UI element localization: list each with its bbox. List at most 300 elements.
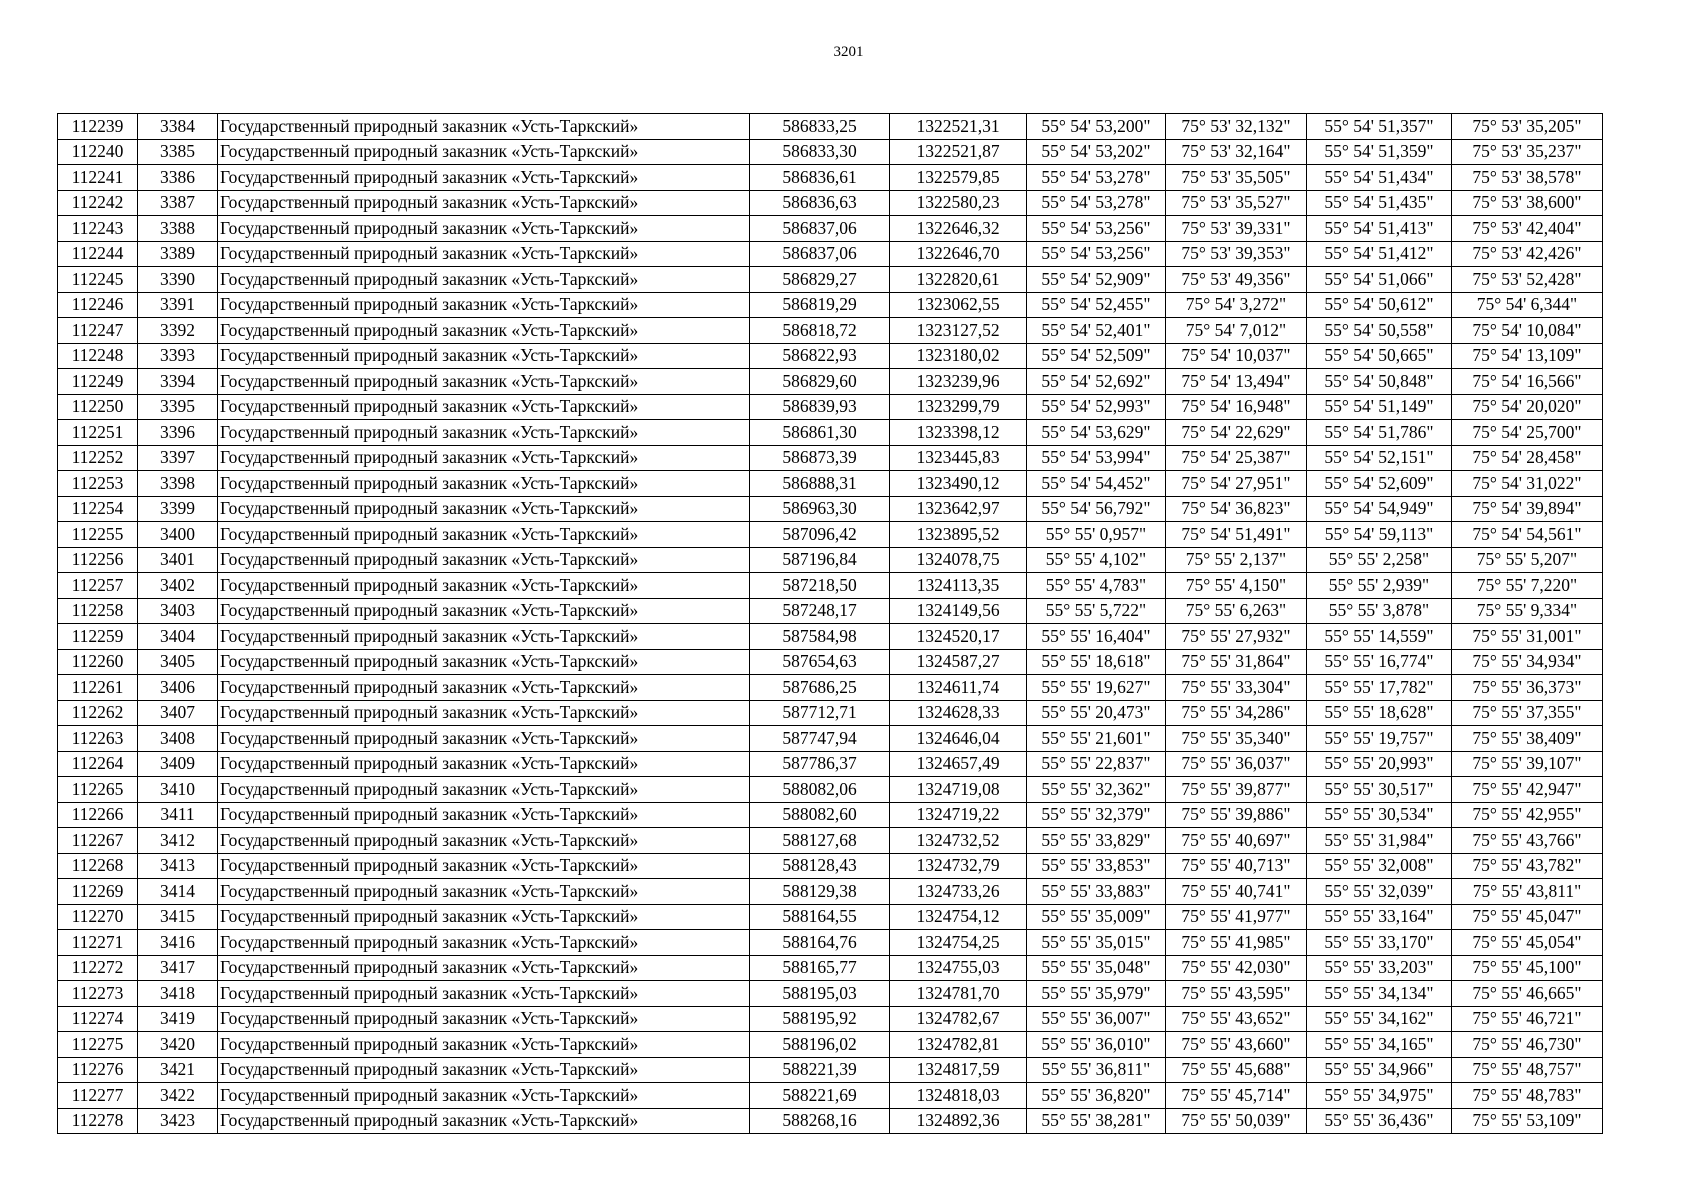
latitude-2-cell: 55° 55' 30,517" [1307,777,1452,803]
latitude-1-cell: 55° 55' 22,837" [1027,751,1166,777]
point-number-cell: 3401 [138,547,218,573]
longitude-1-cell: 75° 53' 32,132" [1166,114,1307,140]
table-row [58,318,1603,344]
territory-name-cell: Государственный природный заказник «Усть-Таркский» [218,190,750,216]
x-coordinate-cell: 587248,17 [750,598,890,624]
territory-name-cell: Государственный природный заказник «Усть-Таркский» [218,471,750,497]
latitude-1-cell: 55° 55' 35,048" [1027,955,1166,981]
table-row [58,343,1603,369]
x-coordinate-cell: 587654,63 [750,649,890,675]
territory-name-cell: Государственный природный заказник «Усть-Таркский» [218,318,750,344]
latitude-2-cell: 55° 55' 34,975" [1307,1083,1452,1109]
table-row [58,598,1603,624]
latitude-1-cell: 55° 54' 53,202" [1027,139,1166,165]
y-coordinate-cell: 1324611,74 [890,675,1027,701]
table-row [58,675,1603,701]
table-row [58,369,1603,395]
latitude-2-cell: 55° 54' 50,665" [1307,343,1452,369]
longitude-1-cell: 75° 55' 41,985" [1166,930,1307,956]
territory-name-cell: Государственный природный заказник «Усть-Таркский» [218,1083,750,1109]
latitude-2-cell: 55° 54' 51,359" [1307,139,1452,165]
point-number-cell: 3393 [138,343,218,369]
y-coordinate-cell: 1322646,70 [890,241,1027,267]
latitude-2-cell: 55° 55' 36,436" [1307,1108,1452,1134]
longitude-2-cell: 75° 54' 16,566" [1452,369,1603,395]
y-coordinate-cell: 1323299,79 [890,394,1027,420]
y-coordinate-cell: 1324657,49 [890,751,1027,777]
longitude-1-cell: 75° 55' 35,340" [1166,726,1307,752]
latitude-1-cell: 55° 55' 32,362" [1027,777,1166,803]
latitude-2-cell: 55° 55' 33,164" [1307,904,1452,930]
latitude-2-cell: 55° 54' 51,435" [1307,190,1452,216]
x-coordinate-cell: 586963,30 [750,496,890,522]
row-id-cell: 112242 [58,190,138,216]
territory-name-cell: Государственный природный заказник «Усть-Таркский» [218,802,750,828]
table-row [58,624,1603,650]
longitude-2-cell: 75° 55' 36,373" [1452,675,1603,701]
point-number-cell: 3413 [138,853,218,879]
table-row [58,1006,1603,1032]
latitude-1-cell: 55° 55' 18,618" [1027,649,1166,675]
longitude-2-cell: 75° 55' 31,001" [1452,624,1603,650]
longitude-2-cell: 75° 54' 39,894" [1452,496,1603,522]
y-coordinate-cell: 1324628,33 [890,700,1027,726]
row-id-cell: 112272 [58,955,138,981]
table-row [58,802,1603,828]
row-id-cell: 112269 [58,879,138,905]
territory-name-cell: Государственный природный заказник «Усть-Таркский» [218,675,750,701]
y-coordinate-cell: 1324732,79 [890,853,1027,879]
longitude-2-cell: 75° 55' 42,947" [1452,777,1603,803]
point-number-cell: 3384 [138,114,218,140]
x-coordinate-cell: 588164,55 [750,904,890,930]
latitude-1-cell: 55° 54' 52,401" [1027,318,1166,344]
x-coordinate-cell: 586833,30 [750,139,890,165]
latitude-2-cell: 55° 55' 2,258" [1307,547,1452,573]
longitude-1-cell: 75° 54' 3,272" [1166,292,1307,318]
row-id-cell: 112256 [58,547,138,573]
row-id-cell: 112271 [58,930,138,956]
longitude-2-cell: 75° 55' 46,730" [1452,1032,1603,1058]
table-row [58,700,1603,726]
page-number: 3201 [833,44,864,60]
x-coordinate-cell: 587712,71 [750,700,890,726]
x-coordinate-cell: 586837,06 [750,241,890,267]
y-coordinate-cell: 1324078,75 [890,547,1027,573]
latitude-2-cell: 55° 55' 18,628" [1307,700,1452,726]
longitude-2-cell: 75° 53' 38,600" [1452,190,1603,216]
x-coordinate-cell: 587747,94 [750,726,890,752]
latitude-2-cell: 55° 54' 52,151" [1307,445,1452,471]
latitude-1-cell: 55° 55' 38,281" [1027,1108,1166,1134]
longitude-1-cell: 75° 55' 43,595" [1166,981,1307,1007]
x-coordinate-cell: 586829,60 [750,369,890,395]
territory-name-cell: Государственный природный заказник «Усть-Таркский» [218,496,750,522]
row-id-cell: 112266 [58,802,138,828]
longitude-2-cell: 75° 54' 54,561" [1452,522,1603,548]
territory-name-cell: Государственный природный заказник «Усть-Таркский» [218,700,750,726]
y-coordinate-cell: 1324719,22 [890,802,1027,828]
longitude-1-cell: 75° 55' 2,137" [1166,547,1307,573]
table-row [58,955,1603,981]
territory-name-cell: Государственный природный заказник «Усть-Таркский» [218,139,750,165]
latitude-2-cell: 55° 54' 54,949" [1307,496,1452,522]
table-row [58,904,1603,930]
x-coordinate-cell: 586837,06 [750,216,890,242]
table-row [58,445,1603,471]
longitude-2-cell: 75° 54' 10,084" [1452,318,1603,344]
territory-name-cell: Государственный природный заказник «Усть-Таркский» [218,267,750,293]
point-number-cell: 3396 [138,420,218,446]
x-coordinate-cell: 587196,84 [750,547,890,573]
longitude-2-cell: 75° 55' 53,109" [1452,1108,1603,1134]
territory-name-cell: Государственный природный заказник «Усть-Таркский» [218,828,750,854]
territory-name-cell: Государственный природный заказник «Усть-Таркский» [218,955,750,981]
longitude-1-cell: 75° 54' 27,951" [1166,471,1307,497]
table-row [58,394,1603,420]
longitude-1-cell: 75° 53' 35,527" [1166,190,1307,216]
longitude-2-cell: 75° 54' 28,458" [1452,445,1603,471]
point-number-cell: 3385 [138,139,218,165]
longitude-1-cell: 75° 55' 33,304" [1166,675,1307,701]
territory-name-cell: Государственный природный заказник «Усть-Таркский» [218,369,750,395]
x-coordinate-cell: 588129,38 [750,879,890,905]
territory-name-cell: Государственный природный заказник «Усть-Таркский» [218,726,750,752]
latitude-1-cell: 55° 55' 4,102" [1027,547,1166,573]
y-coordinate-cell: 1322521,31 [890,114,1027,140]
row-id-cell: 112252 [58,445,138,471]
latitude-2-cell: 55° 54' 51,149" [1307,394,1452,420]
longitude-2-cell: 75° 55' 46,721" [1452,1006,1603,1032]
y-coordinate-cell: 1323398,12 [890,420,1027,446]
latitude-1-cell: 55° 55' 16,404" [1027,624,1166,650]
territory-name-cell: Государственный природный заказник «Усть-Таркский» [218,573,750,599]
row-id-cell: 112277 [58,1083,138,1109]
longitude-1-cell: 75° 54' 13,494" [1166,369,1307,395]
longitude-1-cell: 75° 54' 22,629" [1166,420,1307,446]
x-coordinate-cell: 588082,60 [750,802,890,828]
longitude-2-cell: 75° 55' 45,047" [1452,904,1603,930]
x-coordinate-cell: 586833,25 [750,114,890,140]
latitude-1-cell: 55° 55' 35,015" [1027,930,1166,956]
point-number-cell: 3387 [138,190,218,216]
longitude-2-cell: 75° 53' 38,578" [1452,165,1603,191]
longitude-1-cell: 75° 53' 39,353" [1166,241,1307,267]
row-id-cell: 112250 [58,394,138,420]
point-number-cell: 3407 [138,700,218,726]
longitude-1-cell: 75° 55' 39,886" [1166,802,1307,828]
longitude-2-cell: 75° 54' 20,020" [1452,394,1603,420]
row-id-cell: 112264 [58,751,138,777]
territory-name-cell: Государственный природный заказник «Усть-Таркский» [218,114,750,140]
y-coordinate-cell: 1323445,83 [890,445,1027,471]
point-number-cell: 3403 [138,598,218,624]
table-row [58,292,1603,318]
longitude-2-cell: 75° 55' 7,220" [1452,573,1603,599]
table-row [58,471,1603,497]
y-coordinate-cell: 1324113,35 [890,573,1027,599]
latitude-2-cell: 55° 54' 50,848" [1307,369,1452,395]
row-id-cell: 112274 [58,1006,138,1032]
table-row [58,751,1603,777]
x-coordinate-cell: 588195,03 [750,981,890,1007]
row-id-cell: 112246 [58,292,138,318]
longitude-1-cell: 75° 55' 42,030" [1166,955,1307,981]
y-coordinate-cell: 1324755,03 [890,955,1027,981]
table-row [58,1032,1603,1058]
latitude-2-cell: 55° 54' 52,609" [1307,471,1452,497]
y-coordinate-cell: 1324719,08 [890,777,1027,803]
point-number-cell: 3390 [138,267,218,293]
longitude-2-cell: 75° 53' 35,237" [1452,139,1603,165]
territory-name-cell: Государственный природный заказник «Усть-Таркский» [218,777,750,803]
x-coordinate-cell: 586829,27 [750,267,890,293]
longitude-2-cell: 75° 55' 43,766" [1452,828,1603,854]
point-number-cell: 3409 [138,751,218,777]
territory-name-cell: Государственный природный заказник «Усть-Таркский» [218,522,750,548]
latitude-2-cell: 55° 54' 59,113" [1307,522,1452,548]
longitude-1-cell: 75° 53' 49,356" [1166,267,1307,293]
territory-name-cell: Государственный природный заказник «Усть-Таркский» [218,547,750,573]
longitude-2-cell: 75° 55' 38,409" [1452,726,1603,752]
latitude-1-cell: 55° 54' 53,256" [1027,216,1166,242]
latitude-2-cell: 55° 54' 50,558" [1307,318,1452,344]
y-coordinate-cell: 1324818,03 [890,1083,1027,1109]
point-number-cell: 3417 [138,955,218,981]
x-coordinate-cell: 587218,50 [750,573,890,599]
latitude-1-cell: 55° 55' 33,853" [1027,853,1166,879]
latitude-2-cell: 55° 54' 51,786" [1307,420,1452,446]
longitude-1-cell: 75° 53' 32,164" [1166,139,1307,165]
latitude-2-cell: 55° 55' 30,534" [1307,802,1452,828]
territory-name-cell: Государственный природный заказник «Усть-Таркский» [218,853,750,879]
latitude-1-cell: 55° 55' 32,379" [1027,802,1166,828]
point-number-cell: 3415 [138,904,218,930]
table-row [58,496,1603,522]
latitude-2-cell: 55° 55' 34,134" [1307,981,1452,1007]
longitude-2-cell: 75° 55' 45,100" [1452,955,1603,981]
row-id-cell: 112247 [58,318,138,344]
latitude-1-cell: 55° 54' 52,509" [1027,343,1166,369]
latitude-2-cell: 55° 55' 34,966" [1307,1057,1452,1083]
row-id-cell: 112244 [58,241,138,267]
row-id-cell: 112268 [58,853,138,879]
y-coordinate-cell: 1323642,97 [890,496,1027,522]
row-id-cell: 112243 [58,216,138,242]
point-number-cell: 3391 [138,292,218,318]
x-coordinate-cell: 588127,68 [750,828,890,854]
x-coordinate-cell: 586836,61 [750,165,890,191]
table-row [58,879,1603,905]
y-coordinate-cell: 1324754,12 [890,904,1027,930]
longitude-1-cell: 75° 55' 39,877" [1166,777,1307,803]
point-number-cell: 3411 [138,802,218,828]
point-number-cell: 3397 [138,445,218,471]
row-id-cell: 112263 [58,726,138,752]
table-row [58,114,1603,140]
latitude-1-cell: 55° 54' 52,909" [1027,267,1166,293]
longitude-2-cell: 75° 54' 13,109" [1452,343,1603,369]
longitude-1-cell: 75° 55' 40,713" [1166,853,1307,879]
longitude-1-cell: 75° 55' 41,977" [1166,904,1307,930]
row-id-cell: 112245 [58,267,138,293]
latitude-2-cell: 55° 54' 51,357" [1307,114,1452,140]
point-number-cell: 3416 [138,930,218,956]
x-coordinate-cell: 587096,42 [750,522,890,548]
row-id-cell: 112254 [58,496,138,522]
row-id-cell: 112258 [58,598,138,624]
table-row [58,981,1603,1007]
table-row [58,930,1603,956]
row-id-cell: 112273 [58,981,138,1007]
y-coordinate-cell: 1323062,55 [890,292,1027,318]
latitude-1-cell: 55° 55' 33,829" [1027,828,1166,854]
longitude-1-cell: 75° 55' 27,932" [1166,624,1307,650]
territory-name-cell: Государственный природный заказник «Усть-Таркский» [218,216,750,242]
territory-name-cell: Государственный природный заказник «Усть-Таркский» [218,165,750,191]
y-coordinate-cell: 1324587,27 [890,649,1027,675]
table-row [58,547,1603,573]
table-row [58,777,1603,803]
x-coordinate-cell: 587584,98 [750,624,890,650]
row-id-cell: 112251 [58,420,138,446]
row-id-cell: 112257 [58,573,138,599]
row-id-cell: 112278 [58,1108,138,1134]
latitude-2-cell: 55° 55' 17,782" [1307,675,1452,701]
y-coordinate-cell: 1322580,23 [890,190,1027,216]
territory-name-cell: Государственный природный заказник «Усть-Таркский» [218,649,750,675]
longitude-1-cell: 75° 55' 34,286" [1166,700,1307,726]
latitude-2-cell: 55° 55' 2,939" [1307,573,1452,599]
latitude-1-cell: 55° 55' 36,820" [1027,1083,1166,1109]
latitude-1-cell: 55° 55' 35,979" [1027,981,1166,1007]
table-row [58,165,1603,191]
row-id-cell: 112275 [58,1032,138,1058]
longitude-1-cell: 75° 55' 43,652" [1166,1006,1307,1032]
longitude-2-cell: 75° 53' 35,205" [1452,114,1603,140]
longitude-2-cell: 75° 55' 9,334" [1452,598,1603,624]
x-coordinate-cell: 588082,06 [750,777,890,803]
latitude-2-cell: 55° 55' 34,162" [1307,1006,1452,1032]
table-row [58,649,1603,675]
latitude-1-cell: 55° 55' 21,601" [1027,726,1166,752]
table-row [58,726,1603,752]
table-row [58,190,1603,216]
latitude-1-cell: 55° 54' 52,455" [1027,292,1166,318]
latitude-2-cell: 55° 55' 16,774" [1307,649,1452,675]
x-coordinate-cell: 588128,43 [750,853,890,879]
table-row [58,267,1603,293]
point-number-cell: 3398 [138,471,218,497]
point-number-cell: 3394 [138,369,218,395]
row-id-cell: 112276 [58,1057,138,1083]
latitude-1-cell: 55° 55' 4,783" [1027,573,1166,599]
latitude-1-cell: 55° 54' 54,452" [1027,471,1166,497]
point-number-cell: 3404 [138,624,218,650]
point-number-cell: 3386 [138,165,218,191]
row-id-cell: 112241 [58,165,138,191]
territory-name-cell: Государственный природный заказник «Усть-Таркский» [218,904,750,930]
longitude-2-cell: 75° 55' 48,757" [1452,1057,1603,1083]
point-number-cell: 3414 [138,879,218,905]
latitude-2-cell: 55° 54' 51,066" [1307,267,1452,293]
row-id-cell: 112239 [58,114,138,140]
point-number-cell: 3423 [138,1108,218,1134]
point-number-cell: 3410 [138,777,218,803]
territory-name-cell: Государственный природный заказник «Усть-Таркский» [218,1006,750,1032]
territory-name-cell: Государственный природный заказник «Усть-Таркский» [218,1108,750,1134]
x-coordinate-cell: 588221,39 [750,1057,890,1083]
longitude-1-cell: 75° 55' 40,697" [1166,828,1307,854]
longitude-1-cell: 75° 53' 39,331" [1166,216,1307,242]
row-id-cell: 112255 [58,522,138,548]
coordinates-table [57,113,1603,1134]
table-row [58,1083,1603,1109]
row-id-cell: 112253 [58,471,138,497]
y-coordinate-cell: 1324754,25 [890,930,1027,956]
x-coordinate-cell: 586818,72 [750,318,890,344]
y-coordinate-cell: 1324892,36 [890,1108,1027,1134]
point-number-cell: 3395 [138,394,218,420]
territory-name-cell: Государственный природный заказник «Усть-Таркский» [218,292,750,318]
row-id-cell: 112262 [58,700,138,726]
territory-name-cell: Государственный природный заказник «Усть-Таркский» [218,1057,750,1083]
x-coordinate-cell: 587786,37 [750,751,890,777]
latitude-2-cell: 55° 55' 14,559" [1307,624,1452,650]
longitude-1-cell: 75° 55' 4,150" [1166,573,1307,599]
table-row [58,853,1603,879]
point-number-cell: 3412 [138,828,218,854]
y-coordinate-cell: 1322521,87 [890,139,1027,165]
longitude-2-cell: 75° 55' 5,207" [1452,547,1603,573]
y-coordinate-cell: 1324149,56 [890,598,1027,624]
x-coordinate-cell: 588196,02 [750,1032,890,1058]
latitude-1-cell: 55° 55' 5,722" [1027,598,1166,624]
y-coordinate-cell: 1323895,52 [890,522,1027,548]
longitude-1-cell: 75° 55' 40,741" [1166,879,1307,905]
latitude-1-cell: 55° 54' 52,993" [1027,394,1166,420]
row-id-cell: 112249 [58,369,138,395]
y-coordinate-cell: 1323490,12 [890,471,1027,497]
territory-name-cell: Государственный природный заказник «Усть-Таркский» [218,445,750,471]
table-row [58,828,1603,854]
row-id-cell: 112248 [58,343,138,369]
y-coordinate-cell: 1324782,67 [890,1006,1027,1032]
latitude-2-cell: 55° 55' 33,170" [1307,930,1452,956]
latitude-1-cell: 55° 55' 20,473" [1027,700,1166,726]
point-number-cell: 3399 [138,496,218,522]
territory-name-cell: Государственный природный заказник «Усть-Таркский» [218,394,750,420]
latitude-2-cell: 55° 55' 20,993" [1307,751,1452,777]
point-number-cell: 3420 [138,1032,218,1058]
longitude-1-cell: 75° 55' 50,039" [1166,1108,1307,1134]
latitude-2-cell: 55° 55' 34,165" [1307,1032,1452,1058]
latitude-1-cell: 55° 55' 19,627" [1027,675,1166,701]
latitude-2-cell: 55° 55' 33,203" [1307,955,1452,981]
longitude-2-cell: 75° 55' 48,783" [1452,1083,1603,1109]
point-number-cell: 3405 [138,649,218,675]
x-coordinate-cell: 586822,93 [750,343,890,369]
x-coordinate-cell: 588268,16 [750,1108,890,1134]
x-coordinate-cell: 586839,93 [750,394,890,420]
longitude-1-cell: 75° 55' 45,714" [1166,1083,1307,1109]
x-coordinate-cell: 586836,63 [750,190,890,216]
latitude-1-cell: 55° 54' 52,692" [1027,369,1166,395]
x-coordinate-cell: 587686,25 [750,675,890,701]
table-body [58,114,1603,1134]
y-coordinate-cell: 1324782,81 [890,1032,1027,1058]
territory-name-cell: Государственный природный заказник «Усть-Таркский» [218,598,750,624]
